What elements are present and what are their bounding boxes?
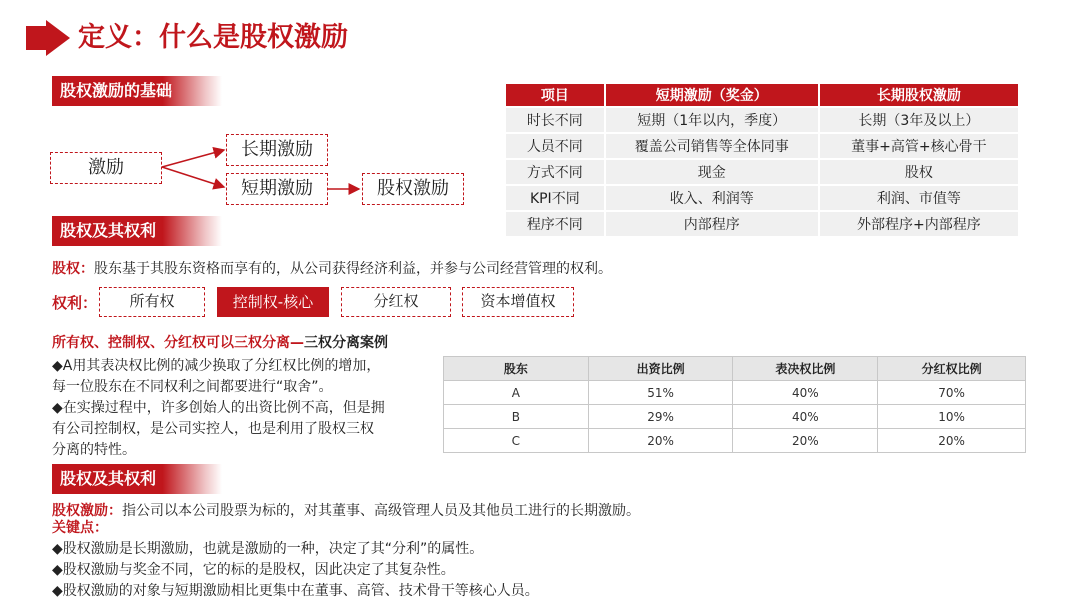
separation-heading: [52, 332, 388, 352]
table-cell: 51%: [588, 381, 733, 405]
table-cell: 10%: [878, 405, 1026, 429]
incentive-definition-label: 股权激励：: [52, 503, 122, 519]
table-cell: 短期（1年以内，季度）: [605, 107, 819, 133]
table-cell: A: [444, 381, 589, 405]
table-cell: 20%: [588, 429, 733, 453]
section-header-equity-rights: 股权及其权利: [52, 216, 222, 246]
table-cell: B: [444, 405, 589, 429]
table-cell: 20%: [733, 429, 878, 453]
table-row: [444, 429, 1026, 453]
table-cell: KPI不同: [505, 185, 605, 211]
incentive-definition-text: 指公司以本公司股票为标的，对其董事、高级管理人员及其他员工进行的长期激励。: [122, 503, 640, 519]
column-header: 股东: [444, 357, 589, 381]
list-item: ◆股权激励的对象与短期激励相比更集中在董事、高管、技术骨干等核心人员。: [52, 583, 539, 599]
comparison-table-header: [505, 83, 1019, 107]
table-cell: 29%: [588, 405, 733, 429]
table-cell: 外部程序+内部程序: [819, 211, 1019, 237]
right-capital-appreciation: 资本增值权: [462, 287, 574, 317]
table-row: [505, 185, 1019, 211]
comparison-table: [504, 82, 1020, 238]
table-cell: 收入、利润等: [605, 185, 819, 211]
table-cell: 40%: [733, 381, 878, 405]
list-item: 有公司控制权，是公司实控人，也是利用了股权三权: [52, 421, 374, 437]
table-row: [505, 211, 1019, 237]
column-header: 表决权比例: [733, 357, 878, 381]
right-control-core: 控制权-核心: [217, 287, 329, 317]
table-cell: 董事+高管+核心骨干: [819, 133, 1019, 159]
list-item: 分离的特性。: [52, 442, 136, 458]
equity-definition: [52, 258, 612, 278]
section-header-basics: 股权激励的基础: [52, 76, 222, 106]
diagram-node-short-term: 短期激励: [226, 173, 328, 205]
key-points: [52, 518, 772, 602]
shareholder-table: [443, 356, 1026, 453]
column-header: 长期股权激励: [819, 83, 1019, 107]
page-title: 定义：什么是股权激励: [78, 22, 348, 53]
equity-definition-text: 股东基于其股东资格而享有的，从公司获得经济利益，并参与公司经营管理的权利。: [94, 261, 612, 277]
table-cell: 40%: [733, 405, 878, 429]
equity-definition-label: 股权：: [52, 261, 94, 277]
right-dividend: 分红权: [341, 287, 451, 317]
key-points-label: 关键点：: [52, 520, 108, 536]
table-cell: C: [444, 429, 589, 453]
list-item: 每一位股东在不同权利之间都要进行“取舍”。: [52, 379, 333, 395]
incentive-definition: [52, 500, 640, 520]
column-header: 项目: [505, 83, 605, 107]
list-item: ◆股权激励是长期激励，也就是激励的一种，决定了其“分利”的属性。: [52, 541, 484, 557]
case-bullets: [52, 356, 437, 461]
column-header: 出资比例: [588, 357, 733, 381]
table-cell: 20%: [878, 429, 1026, 453]
table-cell: 70%: [878, 381, 1026, 405]
column-header: 短期激励（奖金）: [605, 83, 819, 107]
diagram-node-equity-incentive: 股权激励: [362, 173, 464, 205]
diagram-node-incentive: 激励: [50, 152, 162, 184]
table-cell: 覆盖公司销售等全体同事: [605, 133, 819, 159]
table-cell: 股权: [819, 159, 1019, 185]
list-item: ◆股权激励与奖金不同，它的标的是股权，因此决定了其复杂性。: [52, 562, 455, 578]
table-cell: 长期（3年及以上）: [819, 107, 1019, 133]
separation-heading-black: 三权分离案例: [304, 335, 388, 351]
table-cell: 程序不同: [505, 211, 605, 237]
table-cell: 内部程序: [605, 211, 819, 237]
rights-label: 权利：: [52, 294, 98, 312]
table-row: [505, 133, 1019, 159]
table-cell: 人员不同: [505, 133, 605, 159]
table-cell: 时长不同: [505, 107, 605, 133]
list-item: ◆A用其表决权比例的减少换取了分红权比例的增加，: [52, 358, 381, 374]
section-header-equity-rights-2: 股权及其权利: [52, 464, 222, 494]
table-row: [444, 381, 1026, 405]
table-row: [444, 405, 1026, 429]
table-cell: 现金: [605, 159, 819, 185]
table-cell: 方式不同: [505, 159, 605, 185]
table-row: [505, 107, 1019, 133]
table-cell: 利润、市值等: [819, 185, 1019, 211]
shareholder-table-header: [444, 357, 1026, 381]
separation-heading-red: 所有权、控制权、分红权可以三权分离—: [52, 335, 304, 351]
list-item: ◆在实操过程中，许多创始人的出资比例不高，但是拥: [52, 400, 385, 416]
diagram-node-long-term: 长期激励: [226, 134, 328, 166]
table-row: [505, 159, 1019, 185]
right-ownership: 所有权: [99, 287, 205, 317]
column-header: 分红权比例: [878, 357, 1026, 381]
